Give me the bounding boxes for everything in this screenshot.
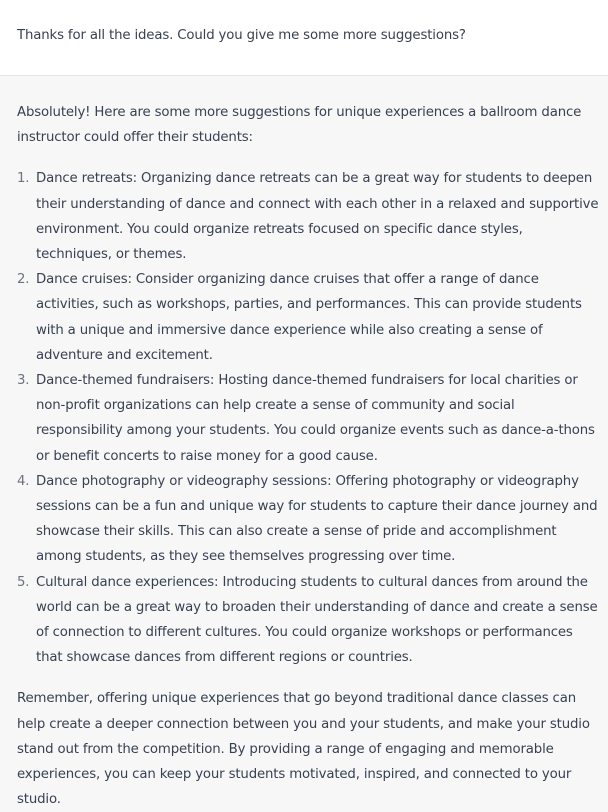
list-item-text: Dance cruises: Consider organizing dance cruises that offer a range of dance activities, such as workshops, parties, and performances. This can provide students with a unique and immersive dance experience while also creating a sense of adventure and excitement.	[36, 272, 582, 363]
list-item-text: Dance-themed fundraisers: Hosting dance-themed fundraisers for local charities or non-profit organizations can help create a sense of community and social responsibility among your students. You could organize events such as dance-a-thons or benefit concerts to raise money for a good cause.	[36, 373, 595, 464]
list-item-text: Dance retreats: Organizing dance retreats can be a great way for students to deepen their understanding of dance and connect with each other in a relaxed and supportive environment. You could organize retreats focused on specific dance styles, techniques, or themes.	[36, 171, 599, 263]
assistant-message	[0, 76, 608, 812]
list-item-number: 4.	[17, 473, 30, 489]
list-item-text: Cultural dance experiences: Introducing students to cultural dances from around the world can be a great way to broaden their understanding of dance and create a sense of connection to different cultures. You could organize workshops or performances that showcase dances from different regions or countries.	[36, 574, 598, 666]
assistant-conclusion: Remember, offering unique experiences that go beyond traditional dance classes can help create a deeper connection between you and your students, and make your studio stand out from the competition. By providing a range of engaging and memorable experiences, you can keep your students motivated, inspired, and connected to your studio.	[17, 691, 590, 808]
list-item	[17, 166, 602, 267]
list-item-number: 5.	[17, 574, 30, 590]
list-item-text: Dance photography or videography sessions: Offering photography or videography sessions can be a fun and unique way for students to capture their dance journey and showcase their skills. This can also create a sense of pride and accomplishment among students, as they see themselves progressing over time.	[36, 473, 598, 565]
user-message	[0, 0, 608, 76]
list-item	[17, 570, 602, 671]
user-message-text: Thanks for all the ideas. Could you give me some more suggestions?	[17, 28, 466, 43]
list-item-number: 3.	[17, 373, 30, 389]
list-item	[17, 267, 602, 368]
list-item-number: 2.	[17, 272, 30, 288]
list-item	[17, 368, 602, 469]
assistant-intro: Absolutely! Here are some more suggestions for unique experiences a ballroom dance instructor could offer their students:	[17, 105, 582, 146]
list-item	[17, 469, 602, 570]
suggestions-list	[17, 166, 602, 670]
list-item-number: 1.	[17, 171, 30, 187]
